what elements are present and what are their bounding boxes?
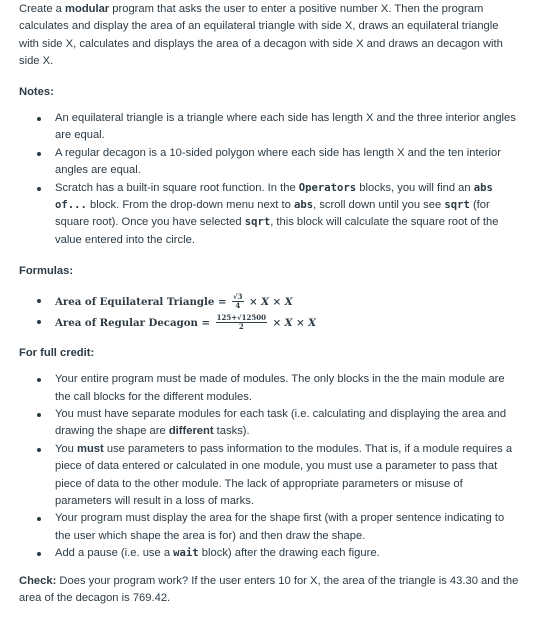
formula-rest: × X × X <box>249 295 293 308</box>
credit-text: tasks). <box>213 425 250 438</box>
credit-list <box>19 371 519 562</box>
note-item-decagon: A regular decagon is a 10-sided polygon where each side has length X and the ten interior angles are equal. <box>19 145 519 180</box>
intro-paragraph <box>19 1 519 71</box>
formula-decagon <box>19 313 519 334</box>
note-text: , this block will calculate the square root of the value entered into the circle. <box>55 216 499 246</box>
note-text: block. From the drop-down menu next to <box>86 199 294 212</box>
note-text: , scroll down until you see <box>313 199 445 212</box>
check-label: Check: <box>19 574 57 587</box>
credit-text: Add a pause (i.e. use a <box>55 547 174 560</box>
intro-text-rest: program that asks the user to enter a positive number X. Then the program calculates and display the area of an equilateral triangle with side X, draws an equilateral triangle with side X, calculates and displays the area of a decagon with side X and draws an decagon with side X. <box>19 3 503 68</box>
fraction-numerator: √3 <box>233 292 243 302</box>
credit-text: block) after the drawing each figure. <box>198 547 380 560</box>
check-text: Does your program work? If the user enters 10 for X, the area of the triangle is 43.30 and the area of the decagon is 769.42. <box>19 574 519 604</box>
code-sqrt: sqrt <box>244 216 271 229</box>
equals-sign: = <box>201 316 211 329</box>
note-text: blocks, you will find an <box>356 181 474 194</box>
formula-rest: × X × X <box>272 316 317 329</box>
intro-bold-modular: modular <box>65 3 110 15</box>
credit-text: You must have separate modules for each task (i.e. calculating and displaying the area and drawing the shape are <box>55 407 507 438</box>
notes-list <box>19 110 519 249</box>
credit-heading: For full credit: <box>19 346 95 359</box>
equals-sign: = <box>217 295 227 308</box>
note-text: (for square root). Once you have selected <box>55 199 490 229</box>
notes-heading: Notes: <box>19 85 54 98</box>
credit-item-separate-modules <box>19 406 519 441</box>
fraction <box>232 293 243 310</box>
credit-text: use parameters to pass information to the modules. That is, if a module requires a piece of data entered or calculated in one module, you must use a parameter to pass that piece of data to the other module. The lack of appropriate parameters or misuse of parameters will result in a loss of marks. <box>55 442 513 507</box>
formulas-heading: Formulas: <box>19 265 74 278</box>
credit-text: You <box>55 442 77 455</box>
bold-different: different <box>168 425 214 438</box>
credit-item-display-area: Your program must display the area for the shape first (with a proper sentence indicating to the user which shape the area is for) and then draw the shape. <box>19 510 519 545</box>
bold-must: must <box>77 442 104 455</box>
note-text: Scratch has a built-in square root function. In the <box>55 181 299 194</box>
credit-item-parameters <box>19 441 519 511</box>
note-item-scratch-sqrt <box>19 180 519 250</box>
formula-triangle <box>19 292 519 313</box>
credit-item-pause <box>19 545 519 562</box>
code-abs: abs <box>293 199 314 212</box>
formula-label: Area of Regular Decagon <box>55 316 198 329</box>
code-operators: Operators <box>298 181 357 194</box>
formula-list <box>19 292 519 334</box>
fraction-denominator: 2 <box>238 322 244 332</box>
code-sqrt: sqrt <box>444 199 470 212</box>
fraction-numerator: 125+√12500 <box>216 313 267 323</box>
credit-item-modules: Your entire program must be made of modules. The only blocks in the the main module are the call blocks for the different modules. <box>19 371 519 406</box>
fraction-denominator: 4 <box>235 301 241 311</box>
code-abs-of: abs of... <box>55 181 493 212</box>
code-wait: wait <box>173 547 199 560</box>
check-paragraph <box>19 573 519 608</box>
intro-text: Create a <box>19 3 66 15</box>
note-item-triangle: An equilateral triangle is a triangle where each side has length X and the three interior angles are equal. <box>19 110 519 145</box>
formula-label: Area of Equilateral Triangle <box>55 295 215 308</box>
fraction <box>216 314 267 331</box>
